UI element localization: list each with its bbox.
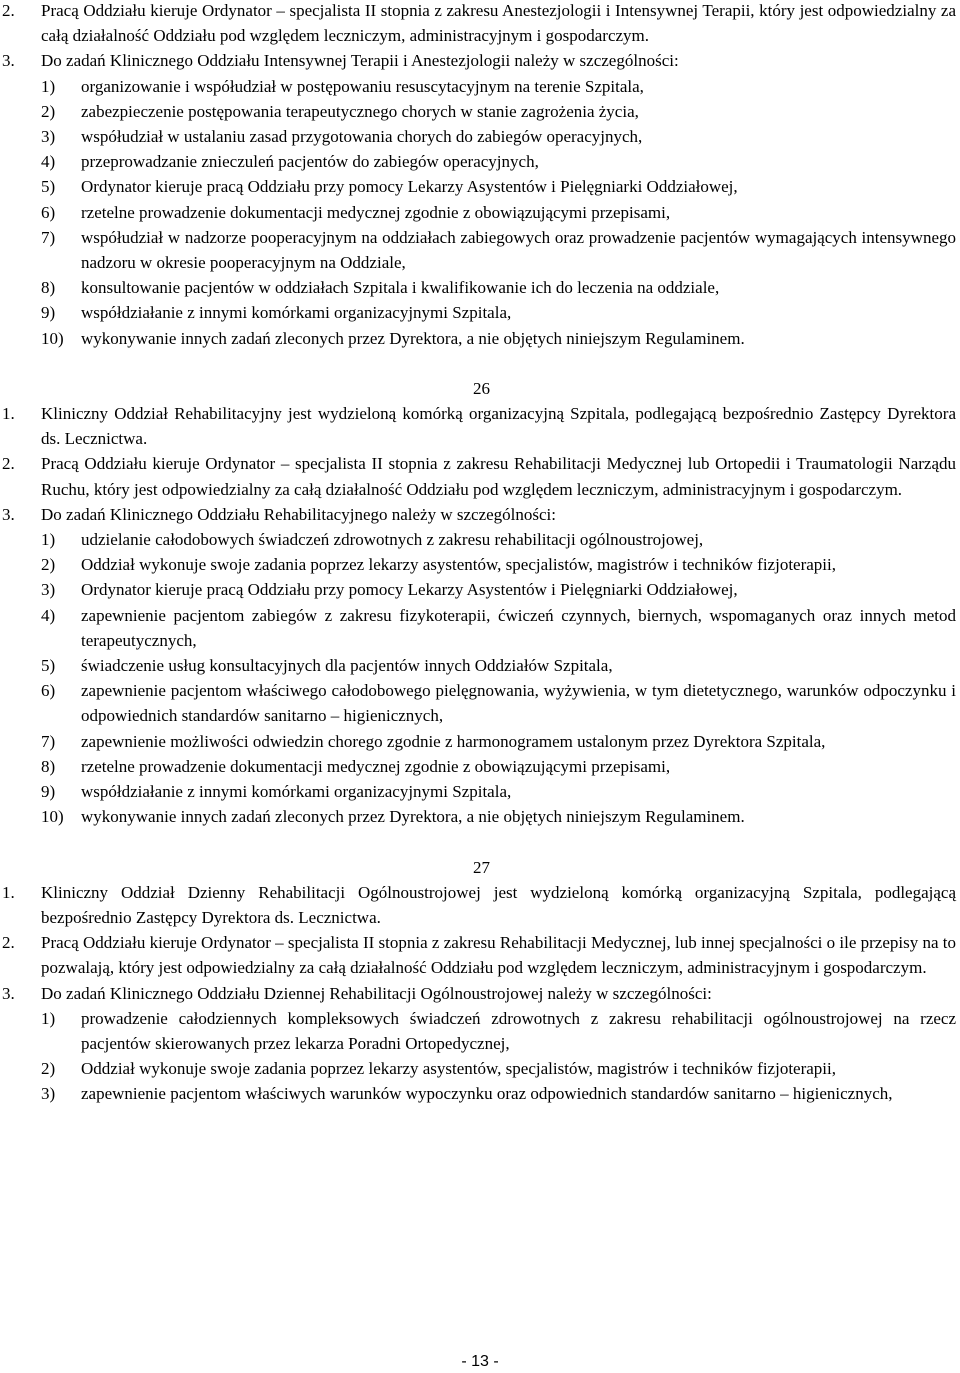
list-item-number: 7): [41, 227, 56, 247]
list-item-text: organizowanie i współudział w postępowaniu resuscytacyjnym na terenie Szpitala,: [81, 76, 644, 96]
list-item: [0, 779, 960, 804]
paragraph-text: Do zadań Klinicznego Oddziału Dziennej Rehabilitacji Ogólnoustrojowej należy w szczególności:: [41, 983, 712, 1003]
list-item: [0, 174, 960, 199]
list-item: [0, 527, 960, 552]
task-list-25: [0, 74, 960, 351]
list-item: [0, 200, 960, 225]
list-item: [0, 653, 960, 678]
list-item-number: 8): [41, 756, 56, 776]
list-item: [0, 577, 960, 602]
list-item: [0, 729, 960, 754]
list-item-text: udzielanie całodobowych świadczeń zdrowotnych z zakresu rehabilitacji ogólnoustrojowej,: [81, 530, 704, 550]
list-item-number: 5): [41, 177, 56, 197]
list-item-number: 3): [41, 127, 56, 147]
list-item-number: 4): [41, 605, 56, 625]
list-item-text: współdziałanie z innymi komórkami organizacyjnymi Szpitala,: [81, 303, 512, 323]
paragraph-26-1: [0, 401, 960, 451]
list-item: [0, 326, 960, 351]
list-item-text: przeprowadzanie znieczuleń pacjentów do zabiegów operacyjnych,: [81, 152, 539, 172]
paragraph-27-2: [0, 930, 960, 980]
list-item-number: 10): [41, 328, 64, 348]
list-item-number: 6): [41, 202, 56, 222]
list-item: [0, 1006, 960, 1056]
paragraph-text: Pracą Oddziału kieruje Ordynator – specjalista II stopnia z zakresu Anestezjologii i Intensywnej Terapii, który jest odpowiedzialny za całą działalność Oddziału pod względem leczniczym, administracyjnym i gospodarczym.: [41, 1, 956, 46]
list-item-number: 7): [41, 731, 56, 751]
list-item-number: 3): [41, 580, 56, 600]
paragraph-number: 1.: [2, 882, 15, 902]
list-item: [0, 603, 960, 653]
list-item-number: 9): [41, 782, 56, 802]
paragraph-number: 2.: [2, 933, 15, 953]
list-item-text: zapewnienie pacjentom zabiegów z zakresu fizykoterapii, ćwiczeń czynnych, biernych, wspomaganych oraz innych metod terapeutycznych,: [81, 605, 956, 650]
list-item-number: 10): [41, 807, 64, 827]
list-item: [0, 678, 960, 728]
list-item-number: 2): [41, 555, 56, 575]
list-item-text: świadczenie usług konsultacyjnych dla pacjentów innych Oddziałów Szpitala,: [81, 656, 613, 676]
task-list-27: [0, 1006, 960, 1107]
section-heading-27: [0, 855, 960, 880]
list-item-text: współudział w nadzorze pooperacyjnym na oddziałach zabiegowych oraz prowadzenie pacjentów wymagających intensywnego nadzoru w okresie pooperacyjnym na Oddziale,: [81, 227, 956, 273]
paragraph-25-2: [0, 0, 960, 48]
paragraph-text: Kliniczny Oddział Rehabilitacyjny jest wydzieloną komórką organizacyjną Szpitala, podlegającą bezpośrednio Zastępcy Dyrektora ds. Lecznictwa.: [41, 404, 956, 449]
task-list-26: [0, 527, 960, 829]
paragraph-25-3: [0, 48, 960, 73]
list-item: [0, 552, 960, 577]
paragraph-number: 2.: [2, 1, 15, 20]
list-item: [0, 1056, 960, 1081]
list-item-number: 1): [41, 76, 56, 96]
list-item-text: zabezpieczenie postępowania terapeutycznego chorych w stanie zagrożenia życia,: [81, 101, 639, 121]
list-item-number: 2): [41, 101, 56, 121]
section-number: 27: [473, 857, 490, 877]
list-item-number: 3): [41, 1084, 56, 1104]
list-item-number: 6): [41, 681, 56, 701]
list-item-text: prowadzenie całodziennych kompleksowych świadczeń zdrowotnych z zakresu rehabilitacji ogólnoustrojowej na rzecz pacjentów skierowanych przez lekarza Poradni Ortopedycznej,: [81, 1008, 956, 1053]
paragraph-26-3: [0, 502, 960, 527]
list-item-number: 1): [41, 1008, 56, 1028]
list-item-number: 1): [41, 530, 56, 550]
list-item-number: 9): [41, 303, 56, 323]
paragraph-number: 3.: [2, 51, 15, 71]
paragraph-number: 1.: [2, 404, 15, 424]
list-item: [0, 99, 960, 124]
paragraph-number: 2.: [2, 454, 15, 474]
list-item: [0, 74, 960, 99]
list-item-text: zapewnienie pacjentom właściwego całodobowego pielęgnowania, wyżywienia, w tym dietetycznego, warunków odpoczynku i odpowiednich standardów sanitarno – higienicznych,: [81, 681, 956, 726]
list-item-number: 4): [41, 152, 56, 172]
list-item-text: wykonywanie innych zadań zleconych przez Dyrektora, a nie objętych niniejszym Regulaminem.: [81, 328, 745, 348]
list-item: [0, 1081, 960, 1106]
list-item-text: współudział w ustalaniu zasad przygotowania chorych do zabiegów operacyjnych,: [81, 127, 643, 147]
paragraph-text: Pracą Oddziału kieruje Ordynator – specjalista II stopnia z zakresu Rehabilitacji Medycznej lub Ortopedii i Traumatologii Narządu Ruchu, który jest odpowiedzialny za całą działalność Oddziału pod względem leczniczym, administracyjnym i gospodarczym.: [41, 454, 956, 499]
list-item-text: wykonywanie innych zadań zleconych przez Dyrektora, a nie objętych niniejszym Regulaminem.: [81, 807, 745, 827]
paragraph-27-3: [0, 981, 960, 1006]
paragraph-text: Do zadań Klinicznego Oddziału Rehabilitacyjnego należy w szczególności:: [41, 504, 557, 524]
list-item-text: zapewnienie pacjentom właściwych warunków wypoczynku oraz odpowiednich standardów sanitarno – higienicznych,: [81, 1084, 893, 1104]
section-heading-26: [0, 376, 960, 401]
list-item-number: 2): [41, 1059, 56, 1079]
paragraph-26-2: [0, 451, 960, 501]
list-item: [0, 300, 960, 325]
paragraph-text: Kliniczny Oddział Dzienny Rehabilitacji Ogólnoustrojowej jest wydzieloną komórką organizacyjną Szpitala, podlegającą bezpośrednio Zastępcy Dyrektora ds. Lecznictwa.: [41, 882, 956, 927]
page-number-footer: - 13 -: [461, 1353, 499, 1370]
list-item-text: Ordynator kieruje pracą Oddziału przy pomocy Lekarzy Asystentów i Pielęgniarki Oddziałowej,: [81, 580, 738, 600]
list-item: [0, 124, 960, 149]
list-item-text: współdziałanie z innymi komórkami organizacyjnymi Szpitala,: [81, 782, 512, 802]
paragraph-text: Do zadań Klinicznego Oddziału Intensywnej Terapii i Anestezjologii należy w szczególności:: [41, 51, 679, 71]
list-item-text: Ordynator kieruje pracą Oddziału przy pomocy Lekarzy Asystentów i Pielęgniarki Oddziałowej,: [81, 177, 738, 197]
list-item: [0, 225, 960, 275]
list-item-text: zapewnienie możliwości odwiedzin chorego zgodnie z harmonogramem ustalonym przez Dyrektora Szpitala,: [81, 731, 826, 751]
list-item: [0, 754, 960, 779]
paragraph-number: 3.: [2, 504, 15, 524]
list-item-text: Oddział wykonuje swoje zadania poprzez lekarzy asystentów, specjalistów, magistrów i techników fizjoterapii,: [81, 1059, 836, 1079]
list-item: [0, 804, 960, 829]
paragraph-27-1: [0, 880, 960, 930]
list-item-text: Oddział wykonuje swoje zadania poprzez lekarzy asystentów, specjalistów, magistrów i techników fizjoterapii,: [81, 555, 836, 575]
paragraph-number: 3.: [2, 983, 15, 1003]
list-item-number: 8): [41, 278, 56, 298]
list-item: [0, 275, 960, 300]
list-item-number: 5): [41, 656, 56, 676]
list-item-text: rzetelne prowadzenie dokumentacji medycznej zgodnie z obowiązującymi przepisami,: [81, 756, 671, 776]
list-item: [0, 149, 960, 174]
section-number: 26: [473, 378, 490, 398]
list-item-text: rzetelne prowadzenie dokumentacji medycznej zgodnie z obowiązującymi przepisami,: [81, 202, 671, 222]
list-item-text: konsultowanie pacjentów w oddziałach Szpitala i kwalifikowanie ich do leczenia na oddziale,: [81, 278, 720, 298]
paragraph-text: Pracą Oddziału kieruje Ordynator – specjalista II stopnia z zakresu Rehabilitacji Medycznej, lub innej specjalności o ile przepisy na to pozwalają, który jest odpowiedzialny za całą działalność Oddziału pod względem leczniczym, administracyjnym i gospodarczym.: [41, 933, 956, 978]
